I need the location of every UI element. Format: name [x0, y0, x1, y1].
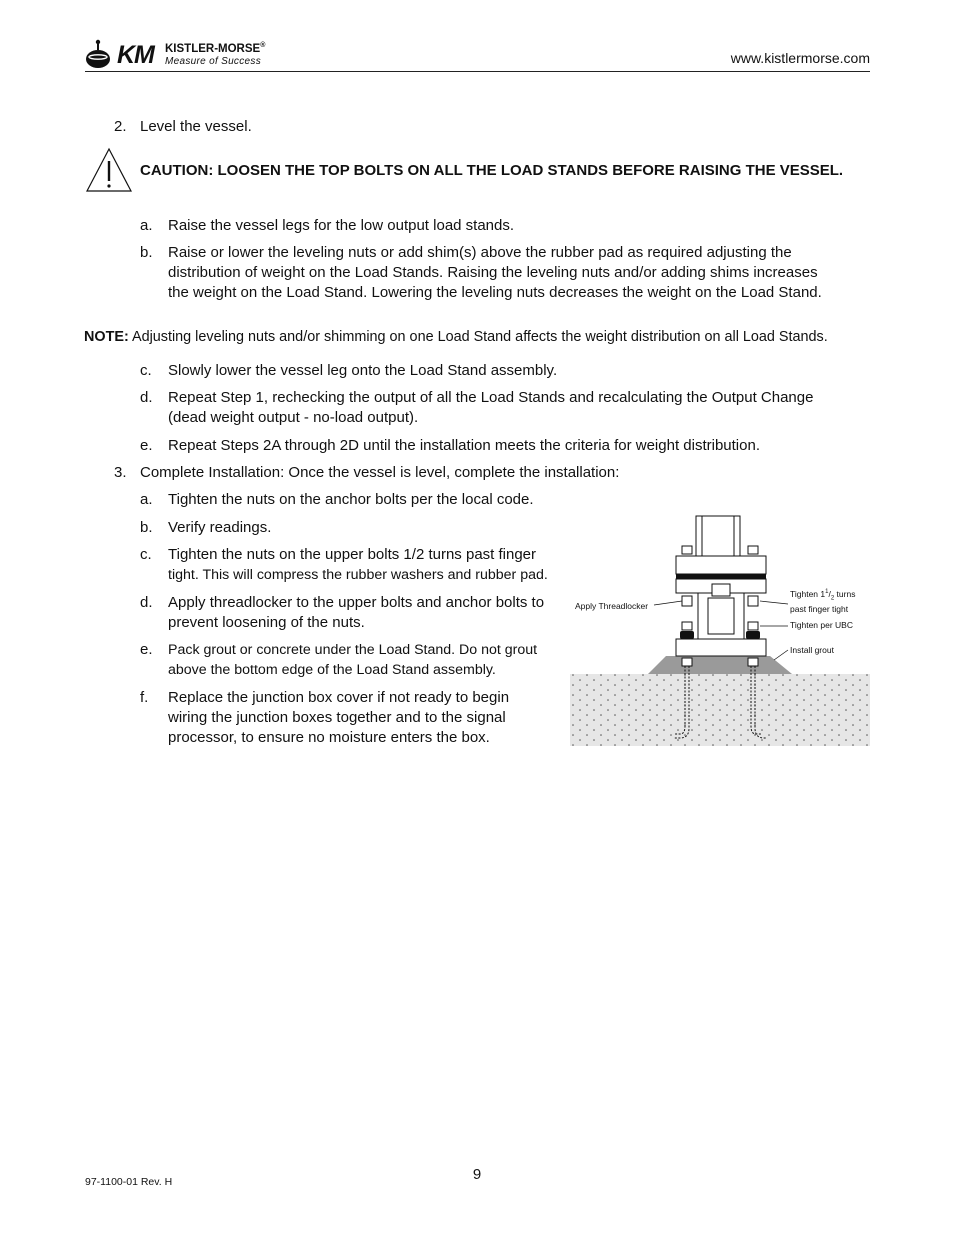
- label-tighten-turns: Tighten $1^1/_2$ turns past finger tight: [790, 588, 856, 614]
- substep-text: Pack grout or concrete under the Load Stand. Do not grout above the bottom edge of the Load Stand assembly.: [168, 642, 538, 678]
- page-number: 9: [472, 1166, 482, 1183]
- substep-text: Slowly lower the vessel leg onto the Load Stand assembly.: [168, 362, 558, 379]
- substep-label: a.: [140, 217, 153, 234]
- substep-text: Repeat Step 1, rechecking the output of all the Load Stands and recalculating the Output Change (dead weight output - no-load output).: [168, 389, 814, 426]
- substep-text: Raise the vessel legs for the low output load stands.: [168, 217, 515, 234]
- substep-label: c.: [140, 362, 152, 379]
- document-id: 97-1100-01 Rev. H: [85, 1176, 173, 1188]
- company-logo: [85, 38, 285, 70]
- substep-label: e.: [140, 641, 153, 658]
- logo-name: KISTLER-MORSE®: [165, 42, 266, 55]
- label-apply-threadlocker: Apply Threadlocker: [575, 601, 649, 611]
- step-text: Complete Installation: Once the vessel is level, complete the installation:: [140, 464, 620, 481]
- note: NOTE: Adjusting leveling nuts and/or shimming on one Load Stand affects the weight distribution on all Load Stands.: [84, 329, 828, 345]
- substep-label: a.: [140, 491, 153, 508]
- logo-mark: KM: [117, 41, 154, 69]
- substep-text: Raise or lower the leveling nuts or add shim(s) above the rubber pad as required adjusting the distribution of weight on the Load Stands. Raising the leveling nuts and/or adding shims increases the weight on the Load Stand. Lowering the leveling nuts decreases the weight on the Load Stand.: [168, 244, 822, 301]
- header-divider: [85, 71, 870, 72]
- step-text: Level the vessel.: [140, 118, 252, 135]
- substep-label: b.: [140, 244, 153, 261]
- label-tighten-per-ubc: Tighten per UBC: [790, 620, 853, 630]
- warning-triangle-icon: [85, 147, 133, 193]
- website-url: www.kistlermorse.com: [730, 50, 870, 66]
- load-stand-diagram: [570, 512, 870, 746]
- logo-tagline: Measure of Success: [165, 56, 261, 67]
- step-number: 2.: [114, 118, 127, 135]
- caution-message: CAUTION: LOOSEN THE TOP BOLTS ON ALL THE LOAD STANDS BEFORE RAISING THE VESSEL.: [140, 162, 844, 179]
- substep-text: Tighten the nuts on the upper bolts 1/2 turns past finger tight. This will compress the rubber washers and rubber pad.: [168, 546, 548, 583]
- substep-label: f.: [140, 689, 149, 706]
- substep-label: d.: [140, 389, 153, 406]
- substep-label: b.: [140, 519, 153, 536]
- substep-text: Verify readings.: [168, 519, 272, 536]
- substep-text: Tighten the nuts on the anchor bolts per the local code.: [168, 491, 534, 508]
- substep-label: c.: [140, 546, 152, 563]
- substep-text: Repeat Steps 2A through 2D until the installation meets the criteria for weight distribution.: [168, 437, 760, 454]
- step-number: 3.: [114, 464, 127, 481]
- substep-label: d.: [140, 594, 153, 611]
- km-globe-icon: [85, 38, 113, 70]
- substep-label: e.: [140, 437, 153, 454]
- substep-text: Replace the junction box cover if not ready to begin wiring the junction boxes together and to the signal processor, to ensure no moisture enters the box.: [168, 689, 510, 746]
- substep-text: Apply threadlocker to the upper bolts and anchor bolts to prevent loosening of the nuts.: [168, 594, 545, 631]
- label-install-grout: Install grout: [790, 645, 834, 655]
